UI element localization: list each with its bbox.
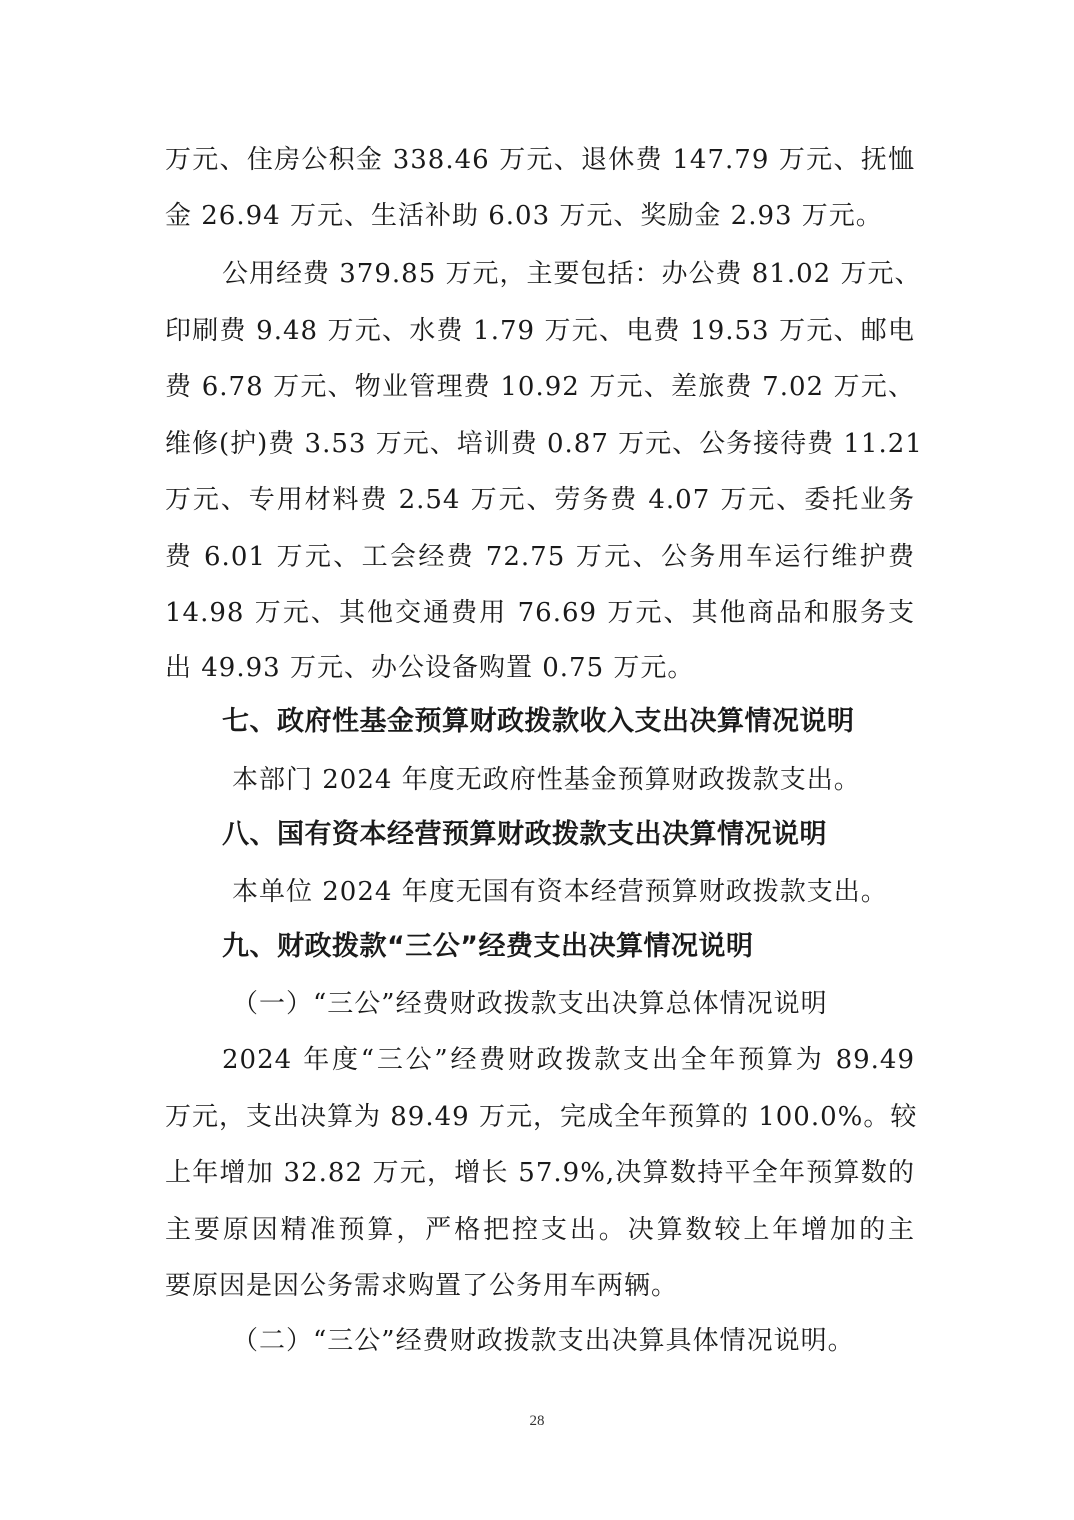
subsection-heading: （二）“三公”经费财政拨款支出决算具体情况说明。	[232, 1326, 855, 1356]
text-line: 出 49.93 万元、办公设备购置 0.75 万元。	[165, 653, 695, 683]
text-line: 金 26.94 万元、生活补助 6.03 万元、奖励金 2.93 万元。	[165, 201, 883, 231]
text-line: 万元、住房公积金 338.46 万元、退休费 147.79 万元、抚恤	[165, 145, 915, 175]
text-line: 费 6.01 万元、工会经费 72.75 万元、公务用车运行维护费	[165, 542, 915, 572]
subsection-heading: （一）“三公”经费财政拨款支出决算总体情况说明	[232, 989, 828, 1019]
text-line: 上年增加 32.82 万元，增长 57.9%,决算数持平全年预算数的	[165, 1158, 915, 1188]
section-heading: 九、财政拨款“三公”经费支出决算情况说明	[222, 931, 754, 962]
text-line: 万元，支出决算为 89.49 万元，完成全年预算的 100.0%。较	[165, 1102, 918, 1132]
text-line: 本部门 2024 年度无政府性基金预算财政拨款支出。	[232, 765, 861, 795]
text-line: 费 6.78 万元、物业管理费 10.92 万元、差旅费 7.02 万元、	[165, 372, 915, 402]
section-heading: 八、国有资本经营预算财政拨款支出决算情况说明	[222, 819, 827, 850]
text-line: 2024 年度“三公”经费财政拨款支出全年预算为 89.49	[222, 1045, 915, 1075]
text-line: 14.98 万元、其他交通费用 76.69 万元、其他商品和服务支	[165, 598, 915, 628]
text-line: 本单位 2024 年度无国有资本经营预算财政拨款支出。	[232, 877, 888, 907]
text-line: 主要原因精准预算，严格把控支出。决算数较上年增加的主	[165, 1215, 915, 1245]
text-line: 要原因是因公务需求购置了公务用车两辆。	[165, 1271, 679, 1301]
text-line: 维修(护)费 3.53 万元、培训费 0.87 万元、公务接待费 11.21	[165, 429, 923, 459]
text-line: 印刷费 9.48 万元、水费 1.79 万元、电费 19.53 万元、邮电	[165, 316, 915, 346]
text-line: 万元、专用材料费 2.54 万元、劳务费 4.07 万元、委托业务	[165, 485, 915, 515]
text-line: 公用经费 379.85 万元，主要包括：办公费 81.02 万元、	[222, 259, 922, 289]
section-heading: 七、政府性基金预算财政拨款收入支出决算情况说明	[222, 706, 855, 737]
page-number: 28	[529, 1413, 545, 1429]
